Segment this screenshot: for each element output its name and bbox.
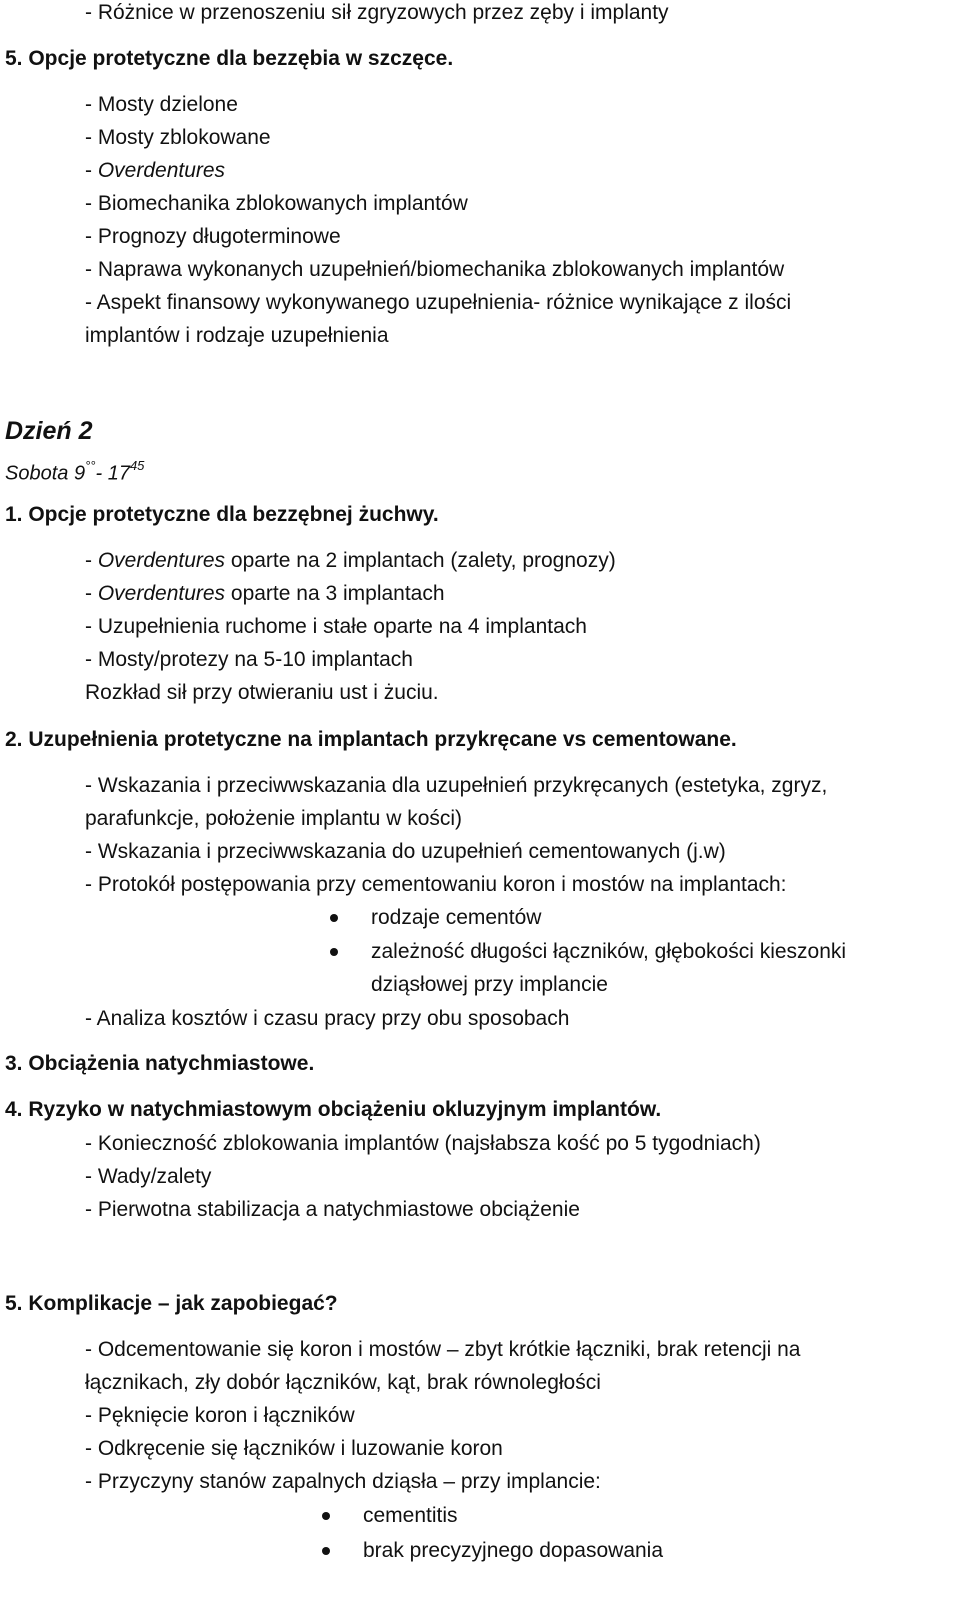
bullet-icon — [322, 1547, 330, 1555]
bullet-icon — [330, 914, 338, 922]
section-title: 5. Komplikacje – jak zapobiegać? — [5, 1292, 338, 1315]
section-title: 3. Obciążenia natychmiastowe. — [5, 1052, 315, 1075]
list-item: - Odkręcenie się łączników i luzowanie koron — [85, 1437, 503, 1460]
list-item: - Wskazania i przeciwwskazania do uzupełnień cementowanych (j.w) — [85, 840, 726, 863]
bullet-item: rodzaje cementów — [371, 906, 542, 929]
list-item: - Konieczność zblokowania implantów (najsłabsza kość po 5 tygodniach) — [85, 1132, 761, 1155]
section-title: 4. Ryzyko w natychmiastowym obciążeniu okluzyjnym implantów. — [5, 1098, 662, 1121]
list-item: - Analiza kosztów i czasu pracy przy obu sposobach — [85, 1007, 570, 1030]
list-item: Rozkład sił przy otwieraniu ust i żuciu. — [85, 681, 439, 704]
list-item: - Protokół postępowania przy cementowaniu koron i mostów na implantach: — [85, 873, 787, 896]
section-title: 2. Uzupełnienia protetyczne na implantach przykręcane vs cementowane. — [5, 728, 737, 751]
list-item: - Mosty/protezy na 5-10 implantach — [85, 648, 413, 671]
list-item: parafunkcje, położenie implantu w kości) — [85, 807, 463, 830]
list-item: - Przyczyny stanów zapalnych dziąsła – przy implancie: — [85, 1470, 601, 1493]
section-title: 5. Opcje protetyczne dla bezzębia w szczęce. — [5, 47, 454, 70]
list-item: implantów i rodzaje uzupełnienia — [85, 324, 389, 347]
bullet-item: brak precyzyjnego dopasowania — [363, 1539, 664, 1562]
bullet-item-continuation: dziąsłowej przy implancie — [371, 973, 608, 996]
list-item: - Mosty zblokowane — [85, 126, 271, 149]
list-item: - Odcementowanie się koron i mostów – zbyt krótkie łączniki, brak retencji na — [85, 1338, 801, 1361]
bullet-item: cementitis — [363, 1504, 458, 1527]
list-item: - Overdentures oparte na 3 implantach — [85, 582, 445, 605]
list-item: - Pierwotna stabilizacja a natychmiastowe obciążenie — [85, 1198, 580, 1221]
list-item: - Mosty dzielone — [85, 93, 238, 116]
list-item: - Pęknięcie koron i łączników — [85, 1404, 355, 1427]
list-item: - Prognozy długoterminowe — [85, 225, 341, 248]
section-title: 1. Opcje protetyczne dla bezzębnej żuchwy. — [5, 503, 439, 526]
day-time: Sobota 9°°- $17^{45}$ — [5, 458, 145, 485]
list-item: - Aspekt finansowy wykonywanego uzupełnienia- różnice wynikające z ilości — [85, 291, 792, 314]
list-item: - Wskazania i przeciwwskazania dla uzupełnień przykręcanych (estetyka, zgryz, — [85, 774, 828, 797]
list-item: - Overdentures — [85, 159, 226, 182]
list-item: - Różnice w przenoszeniu sił zgryzowych przez zęby i implanty — [85, 1, 669, 24]
list-item: - Wady/zalety — [85, 1165, 212, 1188]
day-heading: Dzień 2 — [5, 417, 93, 445]
list-item: - Naprawa wykonanych uzupełnień/biomechanika zblokowanych implantów — [85, 258, 785, 281]
bullet-item: zależność długości łączników, głębokości kieszonki — [371, 940, 847, 963]
bullet-icon — [322, 1512, 330, 1520]
list-item: łącznikach, zły dobór łączników, kąt, brak równoległości — [85, 1371, 601, 1394]
list-item: - Overdentures oparte na 2 implantach (zalety, prognozy) — [85, 549, 616, 572]
list-item: - Uzupełnienia ruchome i stałe oparte na 4 implantach — [85, 615, 587, 638]
bullet-icon — [330, 948, 338, 956]
list-item: - Biomechanika zblokowanych implantów — [85, 192, 468, 215]
